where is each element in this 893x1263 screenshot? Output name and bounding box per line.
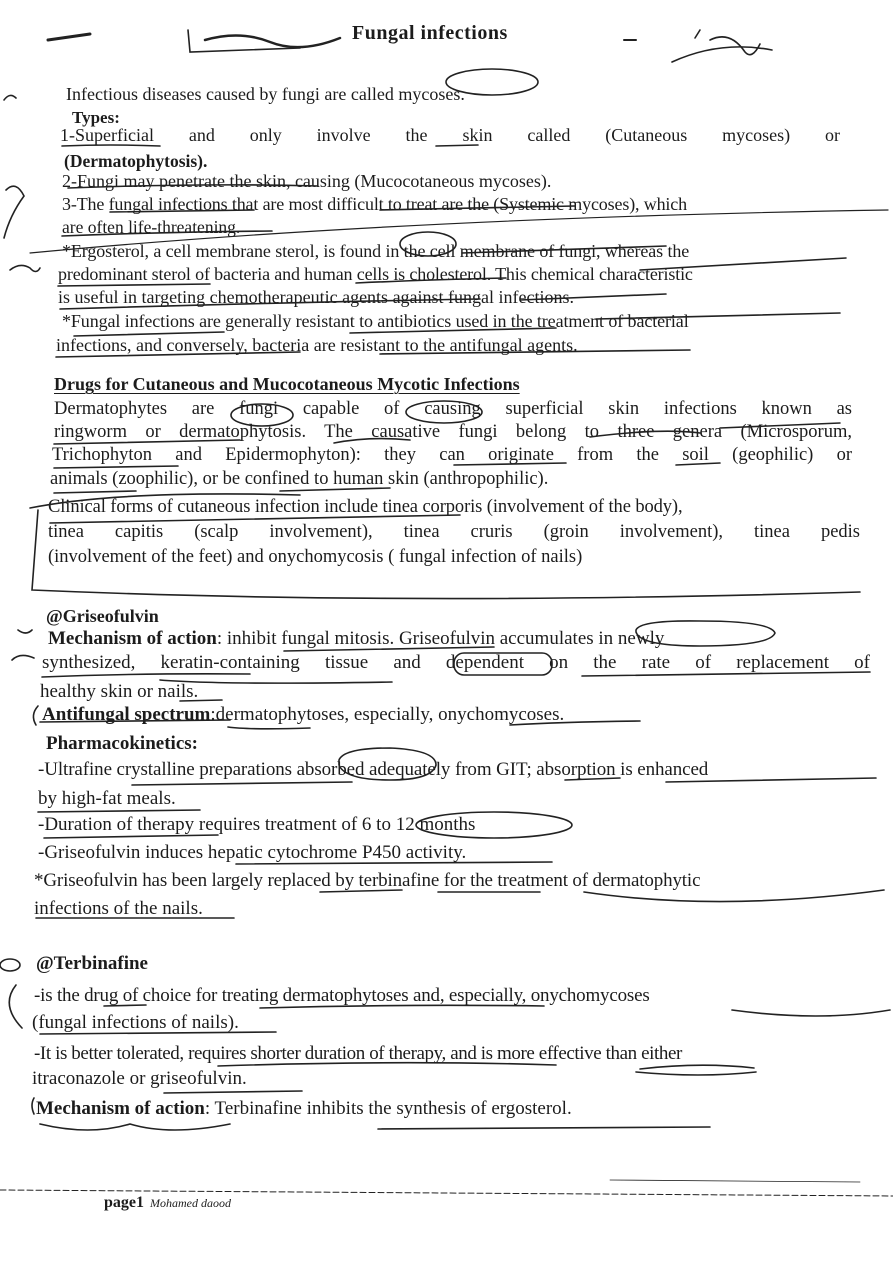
griseofulvin-note-line-2: infections of the nails. <box>34 898 203 919</box>
drugs-section-heading: Drugs for Cutaneous and Mucocotaneous Mycotic Infections <box>54 374 520 394</box>
intro-line: Infectious diseases caused by fungi are called mycoses. <box>66 84 465 104</box>
ergosterol-line-1: *Ergosterol, a cell membrane sterol, is found in the cell membrane of fungi, whereas the <box>62 241 690 261</box>
pharmacokinetics-line-1: -Ultrafine crystalline preparations absorbed adequately from GIT; absorption is enhanced <box>38 759 709 780</box>
terbinafine-line-4: itraconazole or griseofulvin. <box>32 1068 247 1089</box>
griseofulvin-note-line-1: *Griseofulvin has been largely replaced by terbinafine for the treatment of dermatophytic <box>34 870 701 891</box>
ergosterol-line-4: *Fungal infections are generally resistant to antibiotics used in the treatment of bacterial <box>62 311 689 331</box>
terbinafine-mechanism-label: Mechanism of action <box>36 1098 205 1119</box>
page-number: page1 <box>104 1194 144 1211</box>
type-1-line-b: (Dermatophytosis). <box>64 151 208 171</box>
types-label: Types: <box>72 108 120 127</box>
type-1-line-a: 1-Superficial and only involve the skin called (Cutaneous mycoses) or <box>60 125 840 145</box>
terbinafine-mechanism-text: : Terbinafine inhibits the synthesis of ergosterol. <box>204 1098 572 1119</box>
drugs-paragraph-line-3: Trichophyton and Epidermophyton): they can originate from the soil (geophilic) or <box>52 445 852 465</box>
drugs-paragraph-line-2: ringworm or dermatophytosis. The causative fungi belong to three genera (Microsporum, <box>54 422 852 442</box>
ergosterol-line-3: is useful in targeting chemotherapeutic agents against fungal infections. <box>58 287 575 307</box>
pharmacokinetics-line-2: by high-fat meals. <box>38 788 176 809</box>
pharmacokinetics-line-3: -Duration of therapy requires treatment of 6 to 12 months <box>38 814 476 835</box>
type-3-line-b: are often life-threatening. <box>62 217 241 237</box>
pharmacokinetics-label: Pharmacokinetics: <box>46 733 198 754</box>
terbinafine-line-3: -It is better tolerated, requires shorter duration of therapy, and is more effective than either <box>34 1043 682 1064</box>
spectrum-text: :dermatophytoses, especially, onychomycoses. <box>210 704 565 725</box>
drugs-paragraph-line-1: Dermatophytes are fungi capable of causing superficial skin infections known as <box>54 399 852 419</box>
page-title: Fungal infections <box>352 22 508 44</box>
mechanism-label: Mechanism of action <box>48 628 217 649</box>
ergosterol-line-2: predominant sterol of bacteria and human cells is cholesterol. This chemical characteristic <box>58 264 693 284</box>
terbinafine-line-2: (fungal infections of nails). <box>32 1012 239 1033</box>
griseofulvin-mechanism-line-3: healthy skin or nails. <box>40 681 199 702</box>
clinical-forms-line-3: (involvement of the feet) and onychomycosis ( fungal infection of nails) <box>48 547 583 567</box>
clinical-forms-line-1: Clinical forms of cutaneous infection include tinea corporis (involvement of the body), <box>48 497 683 517</box>
spectrum-label: Antifungal spectrum <box>42 704 211 725</box>
mechanism-text: : inhibit fungal mitosis. Griseofulvin accumulates in newly <box>216 628 665 649</box>
clinical-forms-line-2: tinea capitis (scalp involvement), tinea cruris (groin involvement), tinea pedis <box>48 522 860 542</box>
griseofulvin-heading: @Griseofulvin <box>46 606 159 626</box>
author-name: Mohamed daood <box>150 1196 231 1210</box>
drugs-paragraph-line-4: animals (zoophilic), or be confined to human skin (anthropophilic). <box>50 469 549 489</box>
griseofulvin-mechanism-line-2: synthesized, keratin-containing tissue and dependent on the rate of replacement of <box>42 652 870 673</box>
ergosterol-line-5: infections, and conversely, bacteria are resistant to the antifungal agents. <box>56 335 578 355</box>
terbinafine-line-1: -is the drug of choice for treating dermatophytoses and, especially, onychomycoses <box>34 985 650 1006</box>
terbinafine-heading: @Terbinafine <box>36 953 148 974</box>
pharmacokinetics-line-4: -Griseofulvin induces hepatic cytochrome P450 activity. <box>38 842 467 863</box>
type-3-line-a: 3-The fungal infections that are most difficult to treat are the (Systemic mycoses), which <box>62 194 687 214</box>
type-2-line: 2-Fungi may penetrate the skin, causing (Mucocotaneous mycoses). <box>62 171 552 191</box>
